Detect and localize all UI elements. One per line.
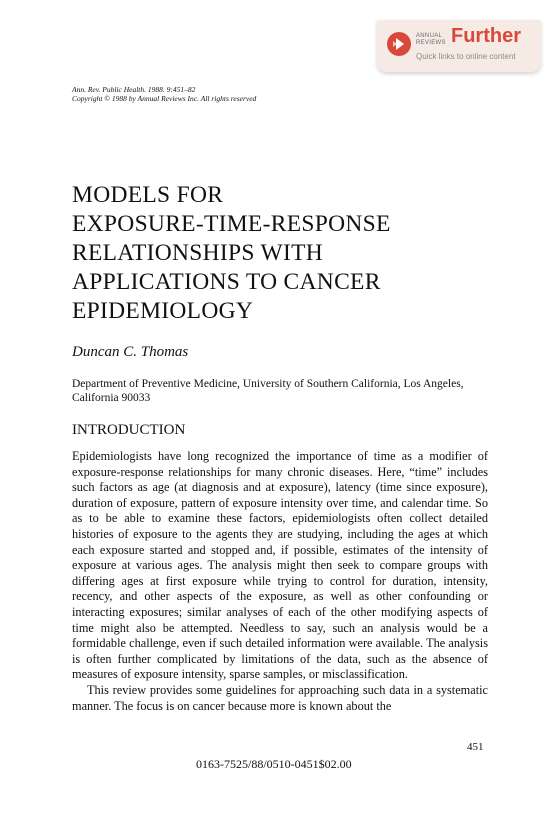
- section-heading: INTRODUCTION: [72, 422, 186, 438]
- paragraph: Epidemiologists have long recognized the importance of time as a modifier of exposure-response relationships for many chronic diseases. Here, “time” includes such factors as age (at diagnosis and at exposure), latency (time since exposure), duration of exposure, pattern of exposure intensity over time, and calendar time. So as to be able to examine these factors, epidemiologists often collect detailed histories of exposure to the agents they are studying, including the ages at which each exposure started and stopped and, if possible, estimates of the intensity of exposure at various ages. The analysis might then seek to compare groups with differing ages at first exposure while trying to control for duration, intensity, recency, and other aspects of the exposure, as well as other confounding or interacting exposures; similar analyses of each of the other modifying aspects of time might also be attempted. Needless to say, such an analysis would be a formidable challenge, even if such detailed information were available. The analysis is often further complicated by limitations of the data, such as the absence of measures of exposure intensity, sparse samples, or misclassification.: [72, 449, 488, 682]
- title-line: RELATIONSHIPS WITH: [72, 240, 324, 266]
- page-number: 451: [467, 741, 484, 753]
- further-title[interactable]: Further: [451, 25, 521, 47]
- article-code: 0163-7525/88/0510-0451$02.00: [196, 757, 352, 771]
- title-line: EXPOSURE-TIME-RESPONSE: [72, 211, 391, 237]
- further-subtitle[interactable]: Quick links to online content: [416, 52, 516, 61]
- citation-line-2: Copyright © 1988 by Annual Reviews Inc. All rights reserved: [72, 94, 257, 103]
- title-line: MODELS FOR: [72, 182, 224, 208]
- title-line: APPLICATIONS TO CANCER: [72, 269, 381, 295]
- further-banner[interactable]: [377, 20, 541, 72]
- article-title: [72, 181, 512, 326]
- citation: [72, 85, 256, 103]
- citation-line-1: Ann. Rev. Public Health. 1988. 9:451–82: [72, 85, 196, 94]
- body-text: [72, 449, 488, 714]
- title-line: EPIDEMIOLOGY: [72, 298, 254, 324]
- author-name: Duncan C. Thomas: [72, 344, 189, 360]
- annual-reviews-logo-icon: [387, 32, 411, 56]
- author-affiliation: Department of Preventive Medicine, University of Southern California, Los Angeles, California 90033: [72, 378, 464, 404]
- further-brand-small: ANNUAL REVIEWS: [416, 33, 446, 46]
- paragraph: This review provides some guidelines for approaching such data in a systematic manner. The focus is on cancer because more is known about the: [72, 682, 488, 713]
